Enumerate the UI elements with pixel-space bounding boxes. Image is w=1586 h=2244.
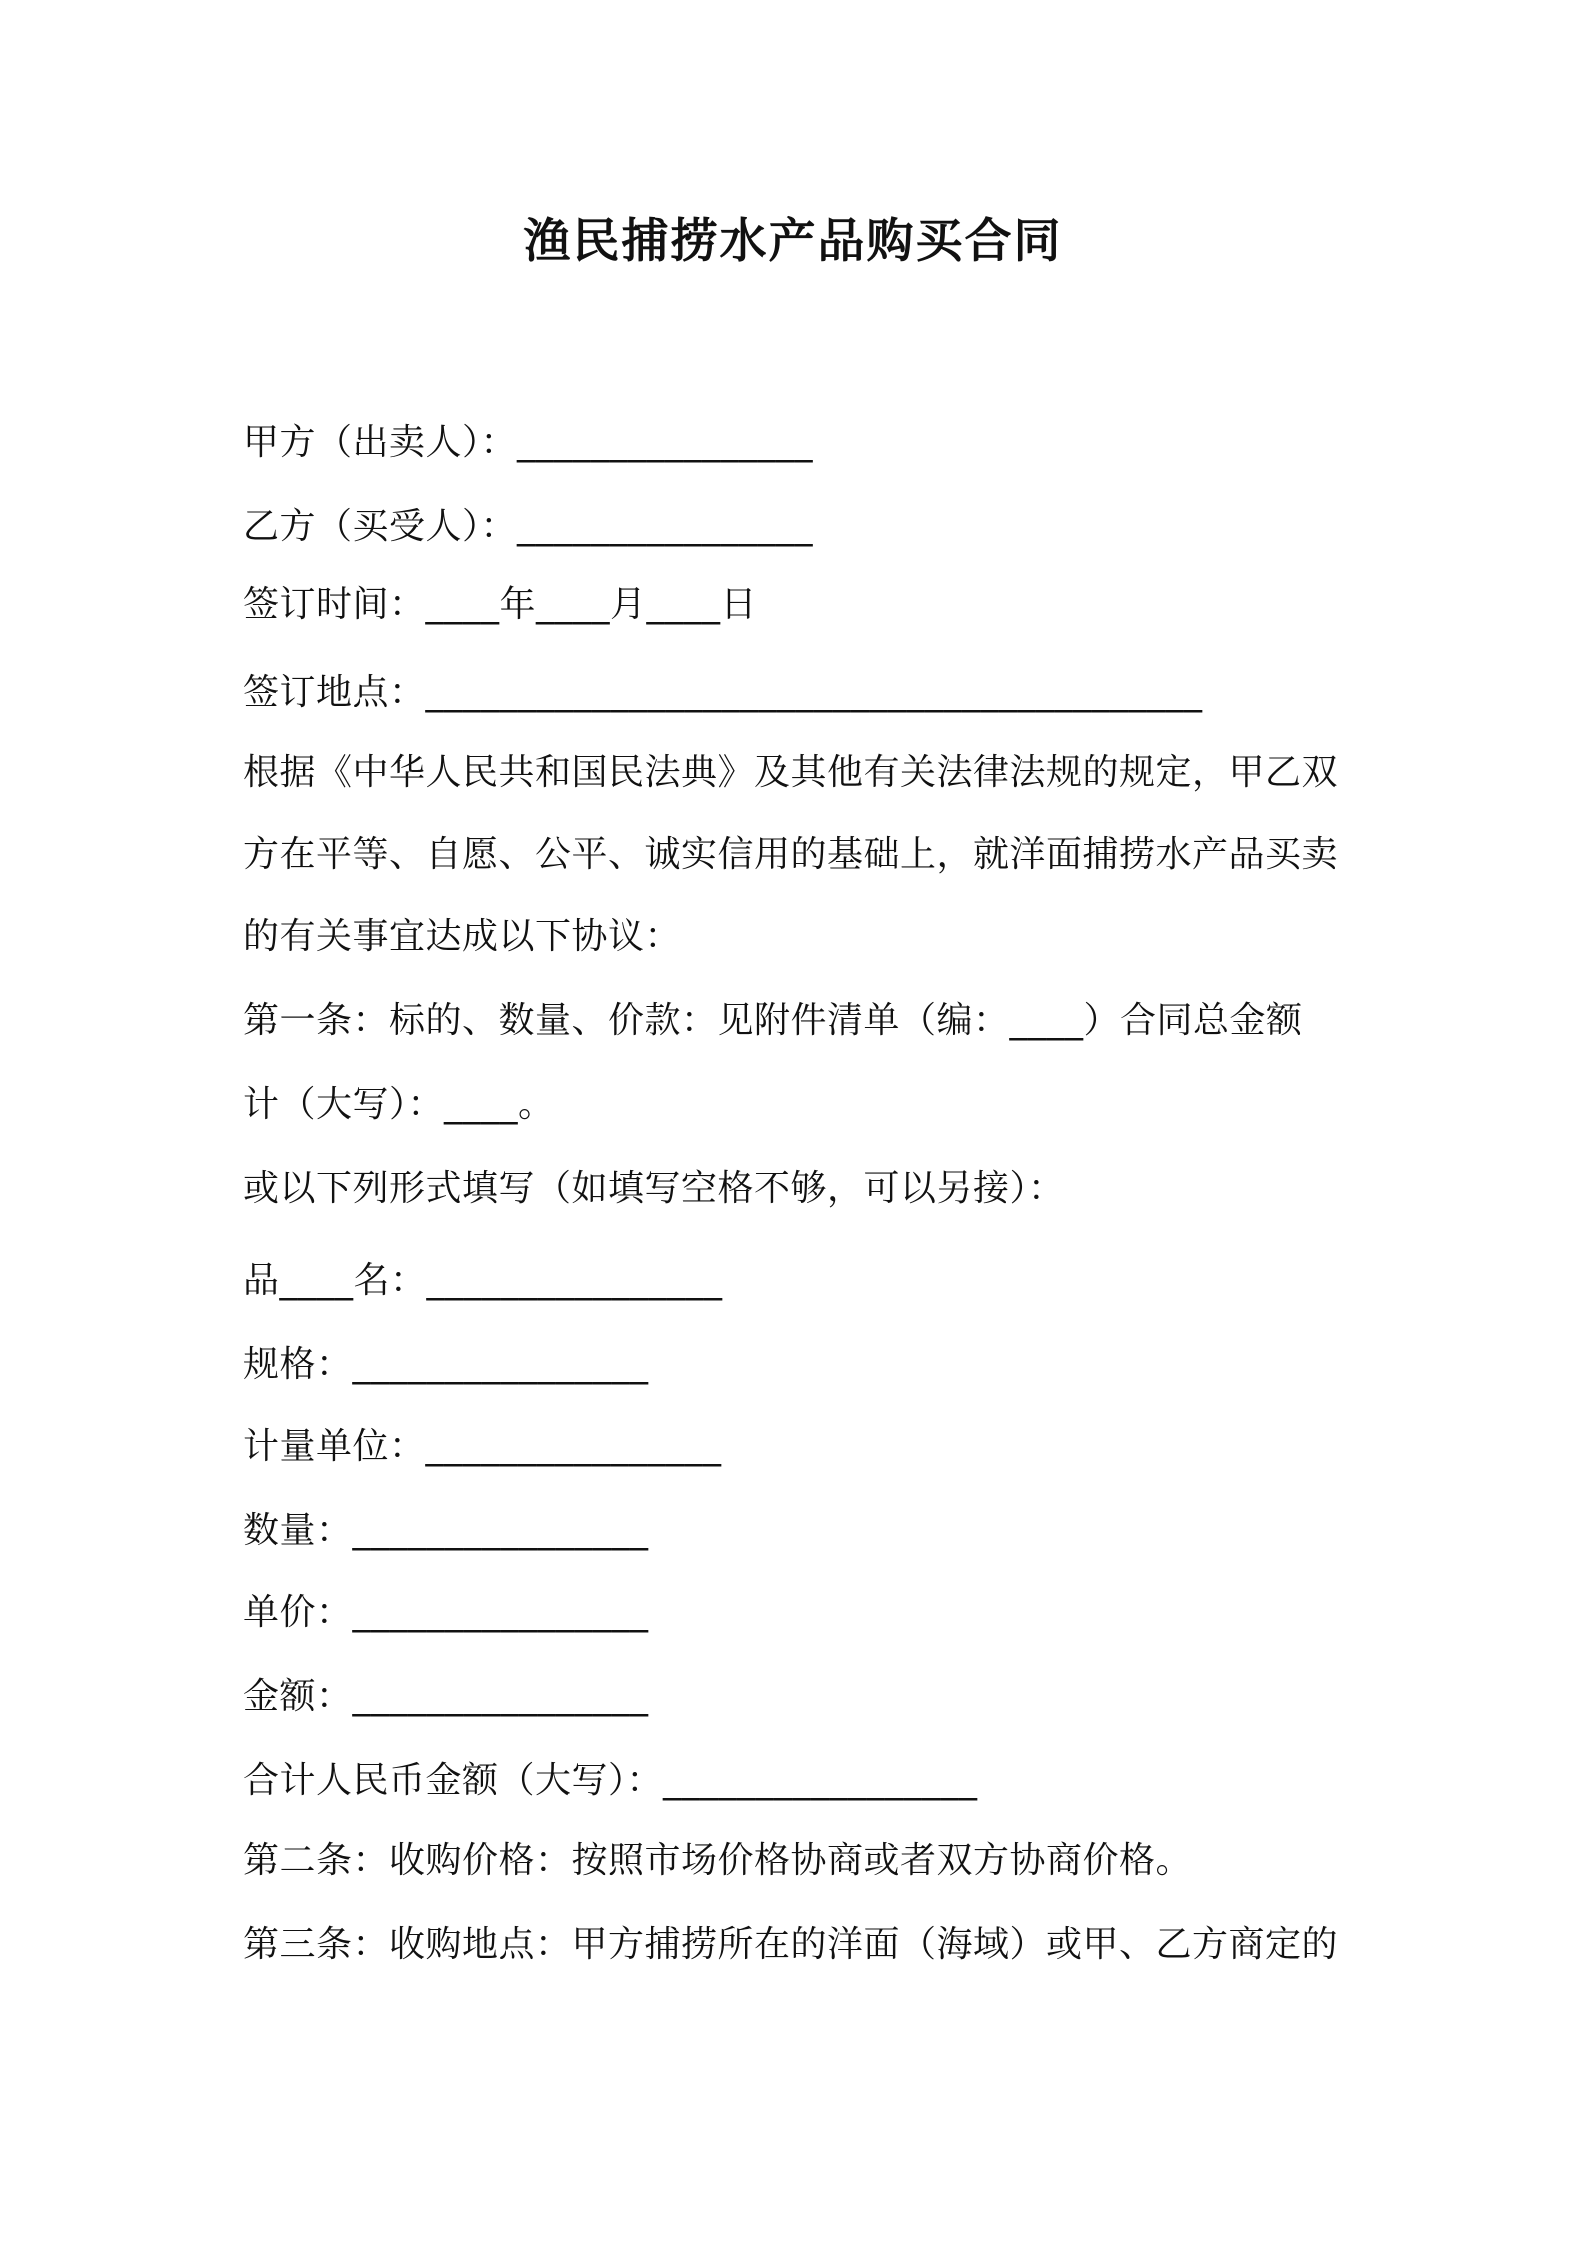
quantity-line: 数量：________________ <box>243 1510 649 1551</box>
amount-line: 金额：________________ <box>243 1676 649 1717</box>
unit-price-line: 单价：________________ <box>243 1592 649 1633</box>
article-2-line: 第二条：收购价格：按照市场价格协商或者双方协商价格。 <box>243 1840 1193 1881</box>
unit-line: 计量单位：________________ <box>243 1426 722 1467</box>
article-1-line-2: 计（大写）：____。 <box>243 1084 555 1125</box>
preamble-line-3: 的有关事宜达成以下协议： <box>243 916 682 957</box>
preamble-line-1: 根据《中华人民共和国民法典》及其他有关法律法规的规定，甲乙双 <box>243 752 1339 793</box>
signing-date-line: 签订时间：____年____月____日 <box>243 584 758 625</box>
signing-place-line: 签订地点：__________________________________________ <box>243 672 1203 713</box>
product-name-line: 品____名：________________ <box>243 1260 723 1301</box>
alternate-form-line: 或以下列形式填写（如填写空格不够，可以另接）： <box>243 1168 1065 1209</box>
party-b-line: 乙方（买受人）：________________ <box>243 506 814 547</box>
article-1-line-1: 第一条：标的、数量、价款：见附件清单（编：____）合同总金额 <box>243 1000 1303 1041</box>
document-title: 渔民捕捞水产品购买合同 <box>523 214 1063 269</box>
party-a-line: 甲方（出卖人）：________________ <box>243 422 814 463</box>
article-3-line: 第三条：收购地点：甲方捕捞所在的洋面（海域）或甲、乙方商定的 <box>243 1924 1339 1965</box>
specification-line: 规格：________________ <box>243 1344 649 1385</box>
total-amount-line: 合计人民币金额（大写）：_________________ <box>243 1760 978 1801</box>
preamble-line-2: 方在平等、自愿、公平、诚实信用的基础上，就洋面捕捞水产品买卖 <box>243 834 1339 875</box>
